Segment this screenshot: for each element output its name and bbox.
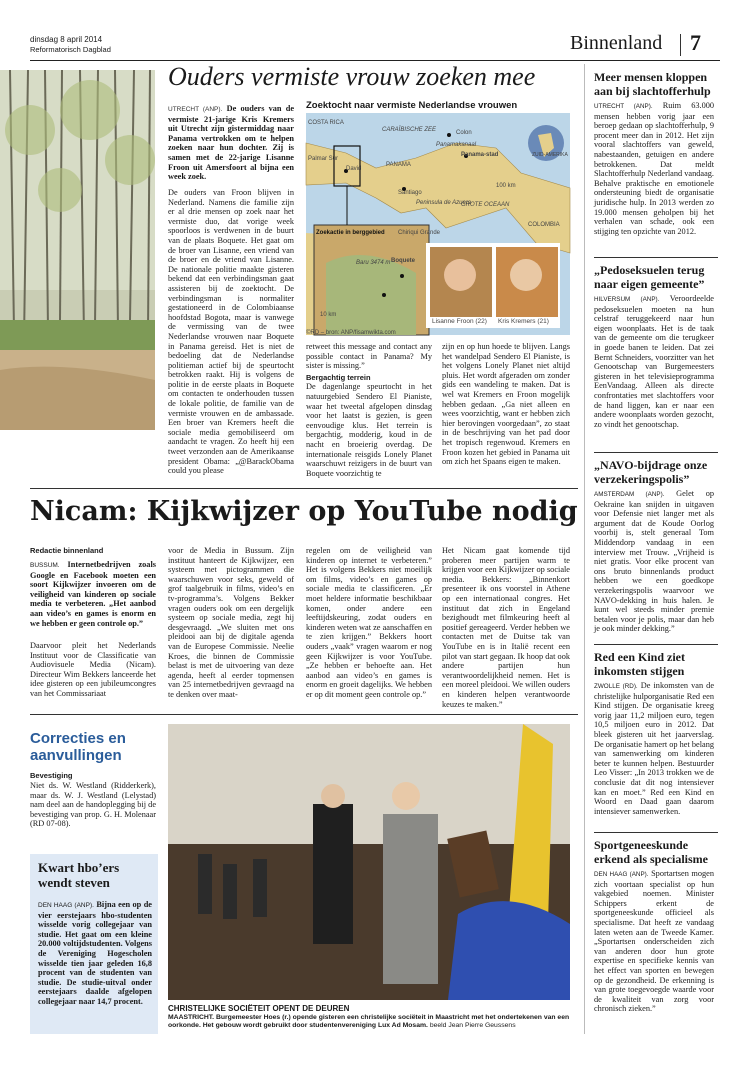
sidebar-item bbox=[594, 70, 714, 236]
story2-col2: voor de Media in Bussum. Zijn instituut hanteert de Kijkwijzer, een systeem met pictogrammen die waarschuwen voor seks, geweld of grof taalgebruik in films, video’s en tv-programma’s. Volgens Bekker vragen ouders ook om een dergelijk systeem op sociale media, zegt hij desgevraagd. „We sluiten met ons pleidooi aan bij de digitale agenda van de Europese Commissie. Neelie Kroes, die binnen de Commissie belast is met de uitvoering van deze agenda, heeft al eerder topmensen van 25 internetbedrijven gevraagd na te denken over maat- bbox=[168, 546, 294, 699]
sidebar-text-3: Gelet op Oekraine kan snijden in uitgaven voor Defensie niet langer met als argument dat de Koude Oorlog voorbij is, stelt generaal Tom Middendorp vandaag in een interview met Trouw. „Vrijheid is niet gratis. Voor elke procent van ons bruto binnenlands product hebben we een goedkope verzekeringspolis waarvoor we NAVO-dekking in huis halen. Je kunt wel steeds minder premie betalen voor je polis, maar dan heb je ook minder dekking.” bbox=[594, 489, 715, 634]
photo-caption: Burgemeester Hoes (r.) opende gisteren een christelijke sociëteit in Maastricht met het ondertekenen van een oorkonde. Het gebouw wordt gebruikt door studentenvereniging Lux Ad Mosam. bbox=[168, 1014, 570, 1030]
label-colombia: COLOMBIA bbox=[528, 222, 560, 228]
photo-dateline: MAASTRICHT. bbox=[168, 1014, 215, 1021]
story2-col1: Daarvoor pleit het Nederlands Instituut voor de Classificatie van Audiovisuele Media (Nicam). Directeur Wim Bekkers lanceerde het idee gisteren op een jubileumcongres van het Commissariaat bbox=[30, 641, 156, 698]
story1-col2b: De dagenlange speurtocht in het natuurgebied Sendero El Pianiste, waar het tweetal afgelopen dinsdag voor het laatst is gezien, is geen eenvoudige klus. Het terrein is bergachtig, modderig, koud in de nacht en broeierig overdag. De internationale reisgids Lonely Planet waarschuwt reizigers in de buurt van Boquete voorzichtig te bbox=[306, 382, 432, 478]
sidebar-divider bbox=[594, 452, 718, 453]
sidebar-text-1: Ruim 63.000 mensen hebben vorig jaar een beroep gedaan op slachtofferhulp, 9 procent meer dan in 2012. Het zijn vooral slachtoffers van geweld, nabestaanden, getuigen en andere betrokkenen. Dat meldt Slachtofferhulp Nederland vandaag. Behalve praktische en emotionele ondersteuning biedt de organisatie juridische hulp. In 2013 werden zo 19.000 mensen geholpen bij het verhalen van schade, ook een stijging ten opzichte van 2012. bbox=[594, 101, 715, 236]
sidebar-item bbox=[594, 838, 714, 1014]
sidebar-dateline-4: ZWOLLE (RD). bbox=[594, 683, 638, 690]
sidebar-title-1: Meer mensen kloppen aan bij slachtofferhulp bbox=[594, 70, 711, 98]
sidebar-rule bbox=[584, 64, 585, 1034]
sidebar-item bbox=[594, 263, 714, 429]
label-azuero: Peninsula de Azuero bbox=[416, 200, 472, 206]
label-santiago: Santiago bbox=[398, 190, 422, 196]
story2-lead: Internetbedrijven zoals Google en Facebook moeten een soort Kijkwijzer invoeren om de veiligheid van kinderen op sociale media te verbeteren. „Het aanbod aan video’s en games is enorm en we hebben er geen controle op.” bbox=[30, 560, 156, 628]
sidebar-title-5: Sportgeneeskunde erkend als specialisme bbox=[594, 838, 708, 866]
ceremony-photo bbox=[168, 724, 570, 1000]
hbo-title: Kwart hbo’ers wendt steven bbox=[38, 860, 120, 890]
sidebar-dateline-1: UTRECHT (ANP). bbox=[594, 103, 653, 110]
hbo-dateline: DEN HAAG (ANP). bbox=[38, 902, 94, 909]
sidebar-title-2: „Pedoseksuelen terug naar eigen gemeente” bbox=[594, 263, 705, 291]
label-boquete: Boquete bbox=[391, 258, 415, 264]
photo-caption-head: CHRISTELIJKE SOCIËTEIT OPENT DE DEUREN bbox=[168, 1004, 350, 1013]
corrections-sub: Bevestiging bbox=[30, 771, 73, 780]
header-divider bbox=[680, 34, 681, 56]
issue-date: dinsdag 8 april 2014 bbox=[30, 35, 103, 44]
sidebar-title-4: Red een Kind ziet inkomsten stijgen bbox=[594, 650, 685, 678]
sidebar-divider bbox=[594, 257, 718, 258]
label-scale-10: 10 km bbox=[320, 312, 337, 318]
label-scale-100: 100 km bbox=[496, 183, 516, 189]
sidebar-dateline-2: HILVERSUM (ANP). bbox=[594, 296, 660, 303]
label-baru: Baru 3474 m bbox=[356, 260, 391, 266]
page-number: 7 bbox=[690, 30, 701, 55]
story2-headline: Nicam: Kijkwijzer op YouTube nodig bbox=[30, 496, 578, 527]
story2-dateline: BUSSUM. bbox=[30, 562, 60, 569]
label-colon: Colon bbox=[456, 130, 472, 136]
sidebar-divider bbox=[594, 832, 718, 833]
label-south-america: ZUID-AMERIKA bbox=[532, 152, 568, 158]
map-title: Zoektocht naar vermiste Nederlandse vrouwen bbox=[306, 100, 518, 111]
sidebar-dateline-5: DEN HAAG (ANP). bbox=[594, 871, 649, 878]
sidebar-text-2: Veroordeelde pedoseksuelen moeten na hun celstraf teruggekeerd naar hun eigen woonplaats. Het is de taak van de gemeente om die terugkeer in goede banen te leiden. Dat zei Bernt Schneiders, voorzitter van het Genootschap van Burgemeesters gisteren in het televisieprogramma EenVandaag. Alleen als directe confrontaties met slachtoffers voor de hand liggen, kan er naar een andere woonplaats worden gezocht, zo vindt het genootschap. bbox=[594, 294, 714, 429]
story1-lead: De ouders van de vermiste 21-jarige Kris Kremers uit Utrecht zijn gistermiddag naar Panama vertrokken om te helpen zoeken naar hun dochter. Zij is samen met de 22-jarige Lisanne Froon uit Amersfoort al bijna een week zoek. bbox=[168, 104, 295, 182]
story1-subhead: Bergachtig terrein bbox=[306, 372, 371, 382]
sidebar-item bbox=[594, 650, 714, 816]
label-costa-rica: COSTA RICA bbox=[308, 120, 344, 126]
sidebar-divider bbox=[594, 644, 718, 645]
photo-credit: beeld Jean Pierre Geussens bbox=[429, 1022, 516, 1030]
label-david: David bbox=[346, 166, 362, 172]
story1-col1: De ouders van Froon blijven in Nederland. Namens die familie zijn er al drie mensen op zoek naar het vermiste duo, dat vorige week spoorloos is verdwenen in de buurt van de plaats Boquete. Het gaat om de broer van Lisanne, een vriend van de broer en de vriend van Lisanne. De nationale politie maakte gisteren bekend dat een verbindingsman gaat assisteren bij de zoektocht. De verbindingsman is normaliter gestationeerd in de Colombiaanse hoofdstad Bogota, maar is vanwege de vermissing van de twee Nederlandse vrouwen naar Boquete in Panama gereisd. Het is niet de bedoeling dat de Nederlandse politieman actief bij de speurtocht betrokken raakt. Hij is volgens de politie in de eerste plaats in Boquete om contacten te onderhouden tussen de lokale politie, de familie van de vermiste vrouwen en de ambassade. Een broer van Kremers heeft die sociale media gemobiliseerd om aandacht te vragen. Zo heeft hij een tweet verzonden aan de Amerikaanse president Obama: „@BarackObama could you please bbox=[168, 188, 294, 476]
label-chiriqui: Chiriqui Grande bbox=[398, 230, 441, 236]
hbo-text: Bijna een op de vier eerstejaars hbo-studenten wisselde vorig collegejaar van studie. Het gaat om een kleine 20.000 voltijdstudenten. Volgens de Vereniging Hogescholen wisselde tien jaar geleden 16,8 procent van de studenten van studie. De studie-uitval onder eerstejaars daalde afgelopen collegejaar naar 14,7 procent. bbox=[38, 900, 152, 1006]
photo1-caption: Lisanne Froon (22) bbox=[432, 318, 487, 325]
corrections-title: Correcties en aanvullingen bbox=[30, 730, 126, 764]
section-title: Binnenland bbox=[570, 32, 663, 54]
story-divider-2 bbox=[30, 714, 578, 715]
story1-col2: retweet this message and contact any possible contact in Panama? My sister is missing.” bbox=[306, 342, 432, 371]
forest-photo bbox=[0, 70, 155, 430]
label-palmar: Palmar Sur bbox=[308, 156, 339, 162]
story2-byline: Redactie binnenland bbox=[30, 546, 104, 555]
header-rule bbox=[30, 60, 720, 61]
label-ocean: GROTE OCEAAN bbox=[461, 202, 510, 208]
sidebar-dateline-3: AMSTERDAM (ANP). bbox=[594, 491, 665, 498]
label-panama-city: Panama-stad bbox=[461, 152, 499, 158]
sidebar-text-4: De inkomsten van de christelijke hulporganisatie Red een Kind stijgen. De organisatie kreeg vorig jaar 11,2 miljoen euro, tegen 10,5 miljoen euro in 2012. Dat bleek gisteren uit het jaarverslag. De organisatie hamert op het belang van samenwerking om kinderen beter te kunnen helpen. Bestuurder Leo Visser: „In 2013 trokken we de conclusie dat dit nog intensiever kan en moet.” Red een Kind en Woord en Daad gaan daarom intensiever samenwerken. bbox=[594, 681, 714, 816]
label-panama: PANAMA bbox=[386, 162, 411, 168]
story1-dateline: UTRECHT (ANP). bbox=[168, 106, 223, 113]
story2-col3: regelen om de veiligheid van kinderen op internet te verbeteren.” Het is volgens Bekkers niet moeilijk om films, video’s en games op sociale media te classificeren. „Er moet heldere informatie beschikbaar komen, onder andere een leeftijdskeuring, zodat ouders en kinderen weten wat ze aanschaffen en te zien krijgen.” Bekkers hoort ouders „vaak” vragen waarom er nog geen Kijkwijzer is voor YouTube. „Ze hebben er behoefte aan. Het aanbod aan video’s en games is enorm en groeit dagelijks. We hebben er op dit moment geen controle op.” bbox=[306, 546, 432, 699]
story2-col4: Het Nicam gaat komende tijd proberen meer partijen warm te krijgen voor een Kijkwijzer op sociale media. Bekkers: „Binnenkort presenteer ik ons voorstel in Athene op een internationaal congres. Het instituut dat zich in Engeland bezighoudt met filmkeuring heeft al positief gereageerd. Verder hebben we contacten met de Duitse tak van YouTube en is in Italië recent een pilot van start gegaan. Ik hoop dat ook andere partijen hun verantwoordelijkheid nemen. Het is een moreel pleidooi. We willen ouders en kinderen helpen verantwoorde keuzes te maken.” bbox=[442, 546, 570, 709]
story1-col3: zijn en op hun hoede te blijven. Langs het wandelpad Sendero El Pianiste, is het volgens Lonely Planet niet altijd pluis. Het wordt afgeraden om zonder gids een wandeling te maken. Dat is wel wat Kremers en Froon mogelijk hebben gedaan. „Ga niet alleen en wees voorzichtig, want er hebben zich hier berovingen voorgedaan”, zo staat in de beschrijving van het pad door het tropisch regenwoud. Kremers en Froon kozen het gebied in Panama uit om zich het Spaans eigen te maken. bbox=[442, 342, 570, 467]
corrections-text: Niet ds. W. Westland (Ridderkerk), maar ds. W. J. Westland (Lelystad) nam deel aan de handoplegging bij de bevestiging van prop. G. H. Molenaar (RD 07-08). bbox=[30, 781, 156, 829]
label-canal: Panamakanaal bbox=[436, 142, 477, 148]
sidebar-title-3: „NAVO-bijdrage onze verzekeringspolis” bbox=[594, 458, 708, 486]
map-credit: ©RD – bron: ANP/fisamwikta.com bbox=[306, 330, 396, 336]
sidebar-text-5: Sportartsen mogen zich voortaan specialist op hun vakgebied noemen. Minister Schippers erkent de sportgeneeskunde officieel als specialisme. Dat heeft ze vandaag laten weten aan de Tweede Kamer. „Sportartsen onderscheiden zich van anderen door hun grote expertise en specifieke kennis van het effect van sporten en bewegen op de gezondheid. De erkenning is van grote toegevoegde waarde voor de kwaliteit van zorg voor chronisch zieken.” bbox=[594, 869, 714, 1014]
sidebar-item bbox=[594, 458, 714, 634]
photo2-caption: Kris Kremers (21) bbox=[498, 318, 549, 325]
label-search-area: Zoekactie in berggebied bbox=[316, 230, 385, 236]
label-caribbean: CARAÏBISCHE ZEE bbox=[382, 127, 437, 133]
panama-map bbox=[306, 100, 570, 338]
paper-name: Reformatorisch Dagblad bbox=[30, 45, 111, 54]
story-divider bbox=[30, 488, 578, 489]
story1-headline: Ouders vermiste vrouw zoeken mee bbox=[168, 62, 536, 91]
